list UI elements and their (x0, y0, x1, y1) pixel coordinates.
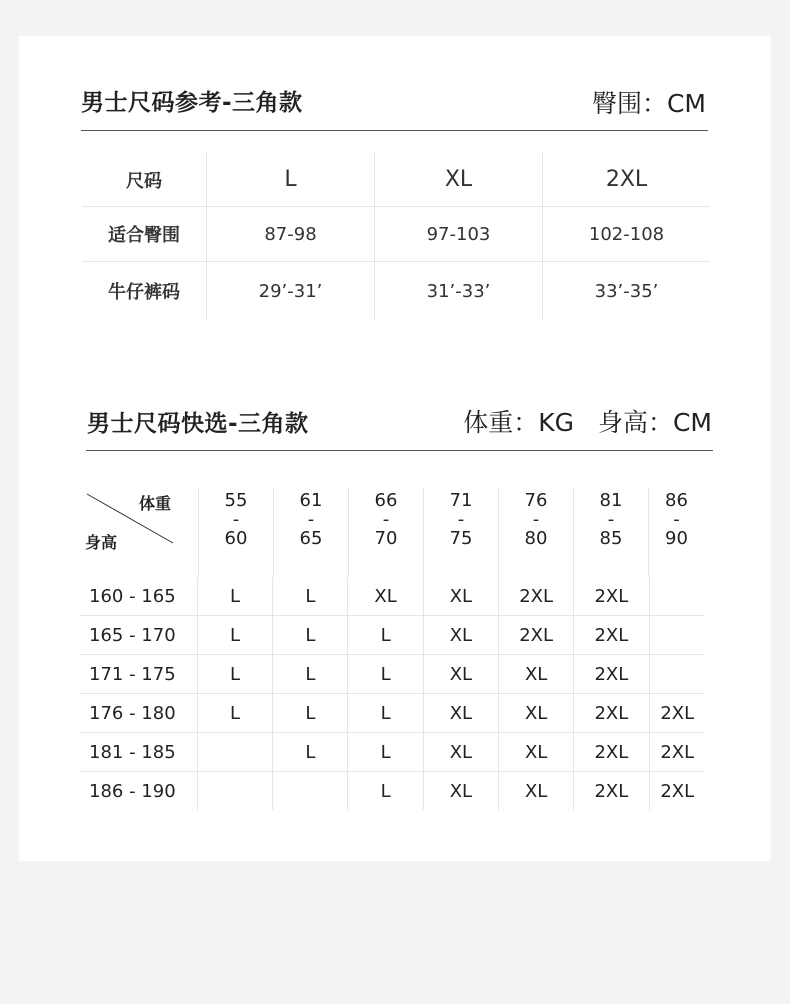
header-size-label: 尺码 (126, 170, 162, 192)
height-range-label: 176 - 180 (89, 702, 176, 724)
weight-range-header (648, 488, 704, 577)
header-size-l: L (206, 153, 374, 206)
size-cell: L (272, 733, 347, 771)
table-cell: 31’-33’ (374, 262, 542, 320)
size-cell: 2XL (573, 772, 648, 810)
size-cell: XL (498, 772, 573, 810)
weight-to: 70 (374, 528, 398, 549)
weight-from: 66 (374, 490, 398, 511)
range-dash: - (457, 509, 465, 530)
table-row (82, 261, 710, 320)
section2-title: 男士尺码快选-三角款 (87, 411, 309, 437)
size-cell: 2XL (649, 772, 705, 810)
range-dash: - (232, 509, 240, 530)
weight-from: 76 (524, 490, 548, 511)
table-cell: 33’-35’ (542, 262, 710, 320)
size-cell: 2XL (649, 694, 705, 732)
size-cell: XL (423, 655, 498, 693)
size-cell (649, 616, 705, 654)
size-cell: L (272, 616, 347, 654)
size-cell: XL (423, 616, 498, 654)
corner-header (79, 488, 198, 577)
size-cell: XL (423, 733, 498, 771)
range-dash: - (382, 509, 390, 530)
height-range-label: 160 - 165 (89, 585, 176, 607)
size-cell: L (197, 577, 272, 615)
weight-to: 75 (449, 528, 473, 549)
table-row (79, 771, 705, 810)
size-cell: L (272, 655, 347, 693)
weight-range-header (498, 488, 573, 577)
weight-unit-label: 体重：KG (463, 408, 575, 437)
range-dash: - (607, 509, 615, 530)
size-cell: L (197, 694, 272, 732)
weight-to: 80 (524, 528, 548, 549)
size-cell: L (272, 577, 347, 615)
range-dash: - (673, 509, 680, 530)
size-cell: L (347, 655, 422, 693)
section1-title: 男士尺码参考-三角款 (81, 90, 303, 116)
size-cell: 2XL (498, 577, 573, 615)
weight-range-header (198, 488, 273, 577)
table-cell: 97-103 (374, 207, 542, 261)
section1-unit (592, 84, 706, 120)
weight-from: 71 (449, 490, 473, 511)
section2-divider (86, 450, 713, 451)
size-cell: XL (498, 733, 573, 771)
weight-to: 65 (299, 528, 323, 549)
size-cell: L (197, 655, 272, 693)
size-cell: XL (347, 577, 422, 615)
size-chart-card (19, 36, 771, 861)
table-header-row (82, 153, 710, 206)
table-cell: 29’-31’ (206, 262, 374, 320)
size-cell: 2XL (573, 655, 648, 693)
weight-to: 90 (665, 528, 688, 549)
range-dash: - (532, 509, 540, 530)
weight-range-header (573, 488, 648, 577)
range-dash: - (307, 509, 315, 530)
size-cell: XL (498, 694, 573, 732)
size-cell: XL (423, 577, 498, 615)
section1-divider (81, 130, 708, 131)
table-row (79, 577, 705, 615)
row-label-hip: 适合臀围 (108, 225, 180, 246)
corner-weight-label: 体重 (139, 494, 172, 513)
header-size-xl: XL (374, 153, 542, 206)
table-cell: 102-108 (542, 207, 710, 261)
size-cell: L (197, 616, 272, 654)
size-cell: XL (423, 694, 498, 732)
size-cell: L (347, 694, 422, 732)
size-cell (197, 733, 272, 771)
size-cell (649, 577, 705, 615)
weight-to: 60 (224, 528, 248, 549)
header-size-2xl: 2XL (542, 153, 710, 206)
corner-height-label: 身高 (85, 533, 118, 552)
height-unit-label: 身高：CM (597, 408, 712, 437)
size-cell: 2XL (573, 616, 648, 654)
size-cell: L (347, 616, 422, 654)
weight-range-header (348, 488, 423, 577)
table-header-row (79, 488, 705, 577)
quick-size-table (79, 488, 705, 810)
height-range-label: 165 - 170 (89, 624, 176, 646)
size-cell: L (272, 694, 347, 732)
size-cell: 2XL (498, 616, 573, 654)
table-row (79, 615, 705, 654)
size-cell (649, 655, 705, 693)
height-range-label: 171 - 175 (89, 663, 176, 685)
table-row (82, 206, 710, 261)
size-cell: L (347, 733, 422, 771)
weight-from: 55 (224, 490, 248, 511)
size-cell: L (347, 772, 422, 810)
weight-from: 86 (665, 490, 688, 511)
weight-from: 81 (599, 490, 623, 511)
height-range-label: 181 - 185 (89, 741, 176, 763)
size-cell: 2XL (573, 577, 648, 615)
size-cell: XL (498, 655, 573, 693)
quick-size-body (79, 577, 705, 810)
height-range-label: 186 - 190 (89, 780, 176, 802)
section2-units (463, 403, 712, 439)
size-cell: 2XL (573, 694, 648, 732)
weight-range-header (273, 488, 348, 577)
table-row (79, 732, 705, 771)
hip-unit-label: 臀围：CM (591, 89, 706, 118)
table-row (79, 654, 705, 693)
size-cell: XL (423, 772, 498, 810)
row-label-jeans: 牛仔裤码 (108, 282, 180, 303)
size-cell (197, 772, 272, 810)
size-cell (272, 772, 347, 810)
table-row (79, 693, 705, 732)
weight-from: 61 (299, 490, 323, 511)
table-cell: 87-98 (206, 207, 374, 261)
size-cell: 2XL (573, 733, 648, 771)
weight-to: 85 (599, 528, 623, 549)
size-reference-table (82, 153, 710, 320)
weight-range-header (423, 488, 498, 577)
size-cell: 2XL (649, 733, 705, 771)
